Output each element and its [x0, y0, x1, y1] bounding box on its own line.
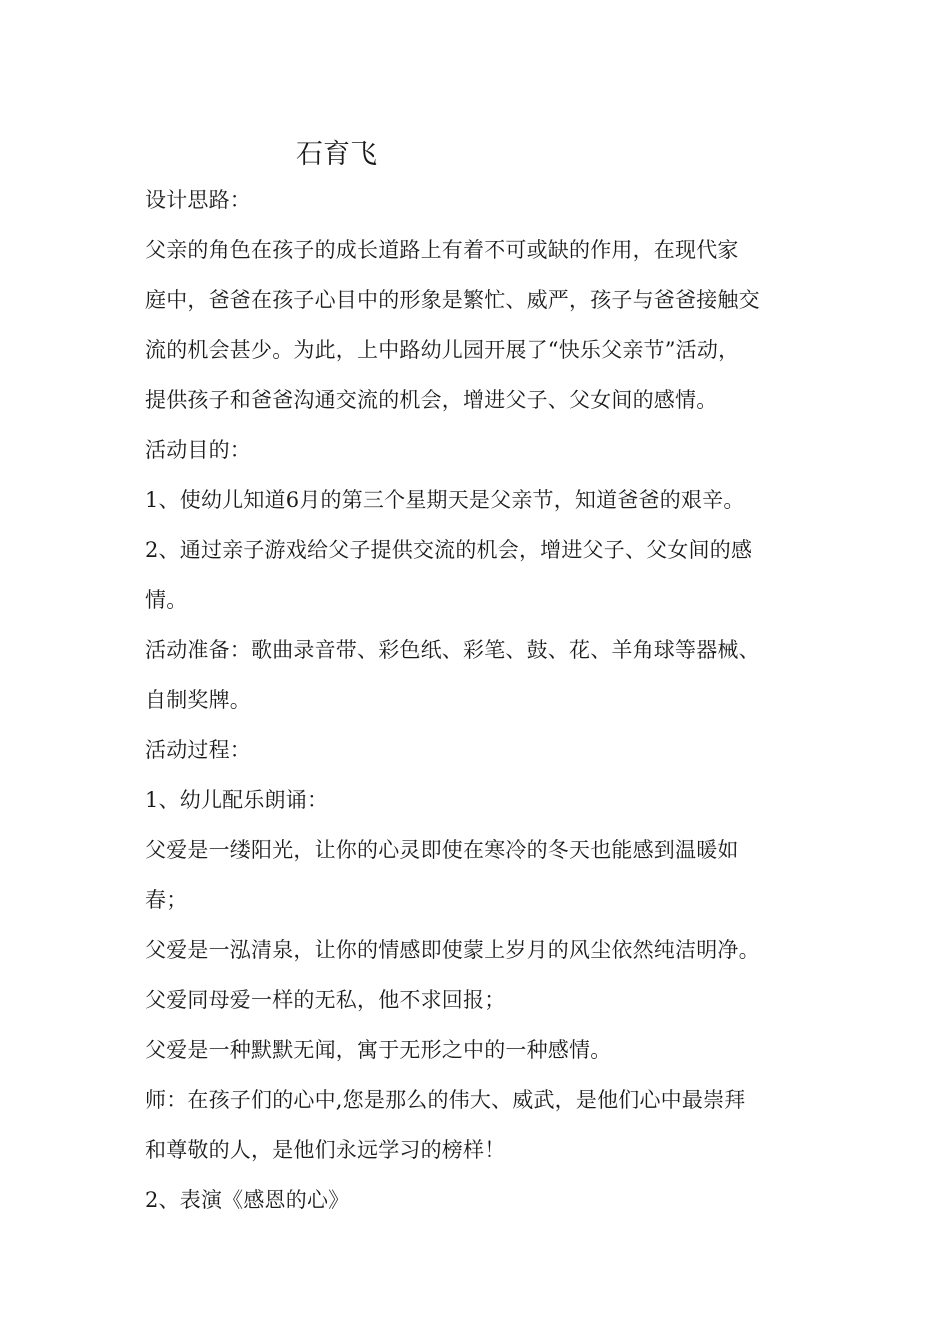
author-name: 石育飞: [296, 139, 377, 170]
heading-design-idea: 设计思路：: [145, 188, 251, 212]
poem-line: 父爱是一缕阳光，让你的心灵即使在寒冷的冬天也能感到温暖如: [145, 838, 739, 862]
list-item: 1、幼儿配乐朗诵：: [145, 788, 329, 812]
paragraph-line: 父亲的角色在孩子的成长道路上有着不可或缺的作用，在现代家: [145, 238, 739, 262]
activity-preparation: 活动准备：歌曲录音带、彩色纸、彩笔、鼓、花、羊角球等器械、: [145, 638, 760, 662]
poem-line: 父爱是一种默默无闻，寓于无形之中的一种感情。: [145, 1038, 612, 1062]
paragraph-line: 提供孩子和爸爸沟通交流的机会，增进父子、父女间的感情。: [145, 388, 718, 412]
paragraph-line: 流的机会甚少。为此，上中路幼儿园开展了“快乐父亲节”活动，: [145, 338, 740, 362]
list-item: 2、表演《感恩的心》: [145, 1188, 350, 1212]
paragraph-line: 情。: [145, 588, 188, 612]
teacher-line: 和尊敬的人，是他们永远学习的榜样！: [145, 1138, 506, 1162]
paragraph-line: 庭中，爸爸在孩子心目中的形象是繁忙、威严，孩子与爸爸接触交: [145, 288, 760, 312]
list-item: 2、通过亲子游戏给父子提供交流的机会，增进父子、父女间的感: [145, 538, 753, 562]
list-item: 1、使幼儿知道6月的第三个星期天是父亲节，知道爸爸的艰辛。: [145, 488, 745, 512]
heading-activity-goal: 活动目的：: [145, 438, 251, 462]
poem-line: 父爱同母爱一样的无私，他不求回报；: [145, 988, 506, 1012]
poem-line: 春；: [145, 888, 188, 912]
heading-activity-process: 活动过程：: [145, 738, 251, 762]
paragraph-line: 自制奖牌。: [145, 688, 251, 712]
poem-line: 父爱是一泓清泉，让你的情感即使蒙上岁月的风尘依然纯洁明净。: [145, 938, 760, 962]
teacher-line: 师：在孩子们的心中,您是那么的伟大、威武，是他们心中最崇拜: [145, 1088, 746, 1112]
